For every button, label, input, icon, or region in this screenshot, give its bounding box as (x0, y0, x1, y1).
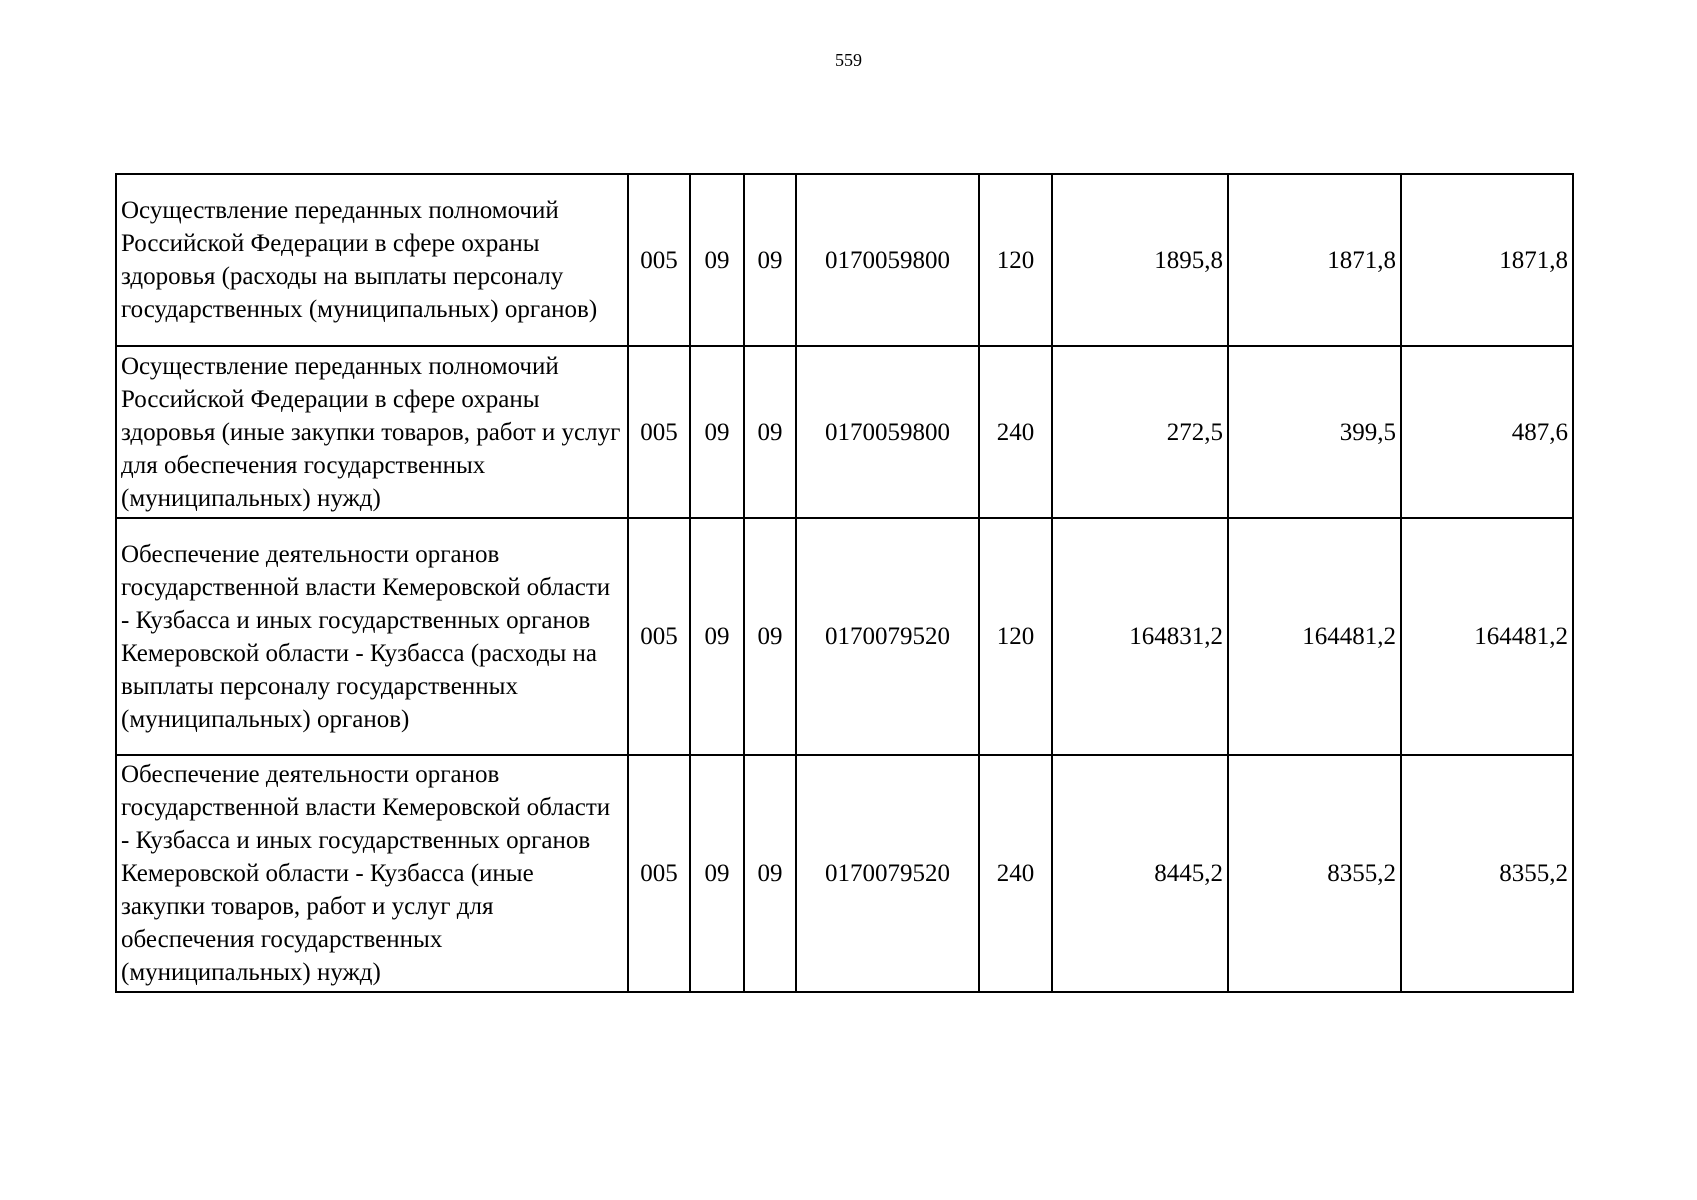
row-expense-type: 240 (979, 755, 1052, 992)
row-amount-1: 1895,8 (1052, 174, 1228, 346)
row-amount-3: 8355,2 (1401, 755, 1573, 992)
row-amount-1: 164831,2 (1052, 518, 1228, 755)
row-target-article: 0170079520 (796, 518, 979, 755)
row-amount-2: 399,5 (1228, 346, 1401, 518)
row-subsection-code: 09 (744, 755, 796, 992)
row-target-article: 0170059800 (796, 346, 979, 518)
row-amount-1: 8445,2 (1052, 755, 1228, 992)
row-description: Осуществление переданных полномочий Российской Федерации в сфере охраны здоровья (иные закупки товаров, работ и услуг для обеспечения государственных (муниципальных) нужд) (116, 346, 628, 518)
row-section-code: 09 (690, 346, 744, 518)
row-expense-type: 240 (979, 346, 1052, 518)
row-ministry-code: 005 (628, 755, 690, 992)
row-target-article: 0170079520 (796, 755, 979, 992)
row-ministry-code: 005 (628, 174, 690, 346)
row-description: Обеспечение деятельности органов государственной власти Кемеровской области - Кузбасса и иных государственных органов Кемеровской области - Кузбасса (расходы на выплаты персоналу государственных (муниципальных) органов) (116, 518, 628, 755)
table-row (116, 174, 1573, 346)
row-description: Осуществление переданных полномочий Российской Федерации в сфере охраны здоровья (расходы на выплаты персоналу государственных (муниципальных) органов) (116, 174, 628, 346)
row-description: Обеспечение деятельности органов государственной власти Кемеровской области - Кузбасса и иных государственных органов Кемеровской области - Кузбасса (иные закупки товаров, работ и услуг для обеспечения государственных (муниципальных) нужд) (116, 755, 628, 992)
row-target-article: 0170059800 (796, 174, 979, 346)
row-expense-type: 120 (979, 518, 1052, 755)
row-expense-type: 120 (979, 174, 1052, 346)
table-row (116, 518, 1573, 755)
budget-table (115, 173, 1574, 993)
row-amount-2: 1871,8 (1228, 174, 1401, 346)
row-amount-3: 164481,2 (1401, 518, 1573, 755)
row-amount-3: 487,6 (1401, 346, 1573, 518)
row-subsection-code: 09 (744, 174, 796, 346)
row-amount-2: 8355,2 (1228, 755, 1401, 992)
row-amount-3: 1871,8 (1401, 174, 1573, 346)
row-amount-2: 164481,2 (1228, 518, 1401, 755)
row-ministry-code: 005 (628, 346, 690, 518)
table-row (116, 346, 1573, 518)
row-section-code: 09 (690, 518, 744, 755)
row-amount-1: 272,5 (1052, 346, 1228, 518)
row-subsection-code: 09 (744, 346, 796, 518)
page-number: 559 (835, 50, 862, 70)
row-section-code: 09 (690, 174, 744, 346)
row-ministry-code: 005 (628, 518, 690, 755)
row-subsection-code: 09 (744, 518, 796, 755)
table-row (116, 755, 1573, 992)
row-section-code: 09 (690, 755, 744, 992)
